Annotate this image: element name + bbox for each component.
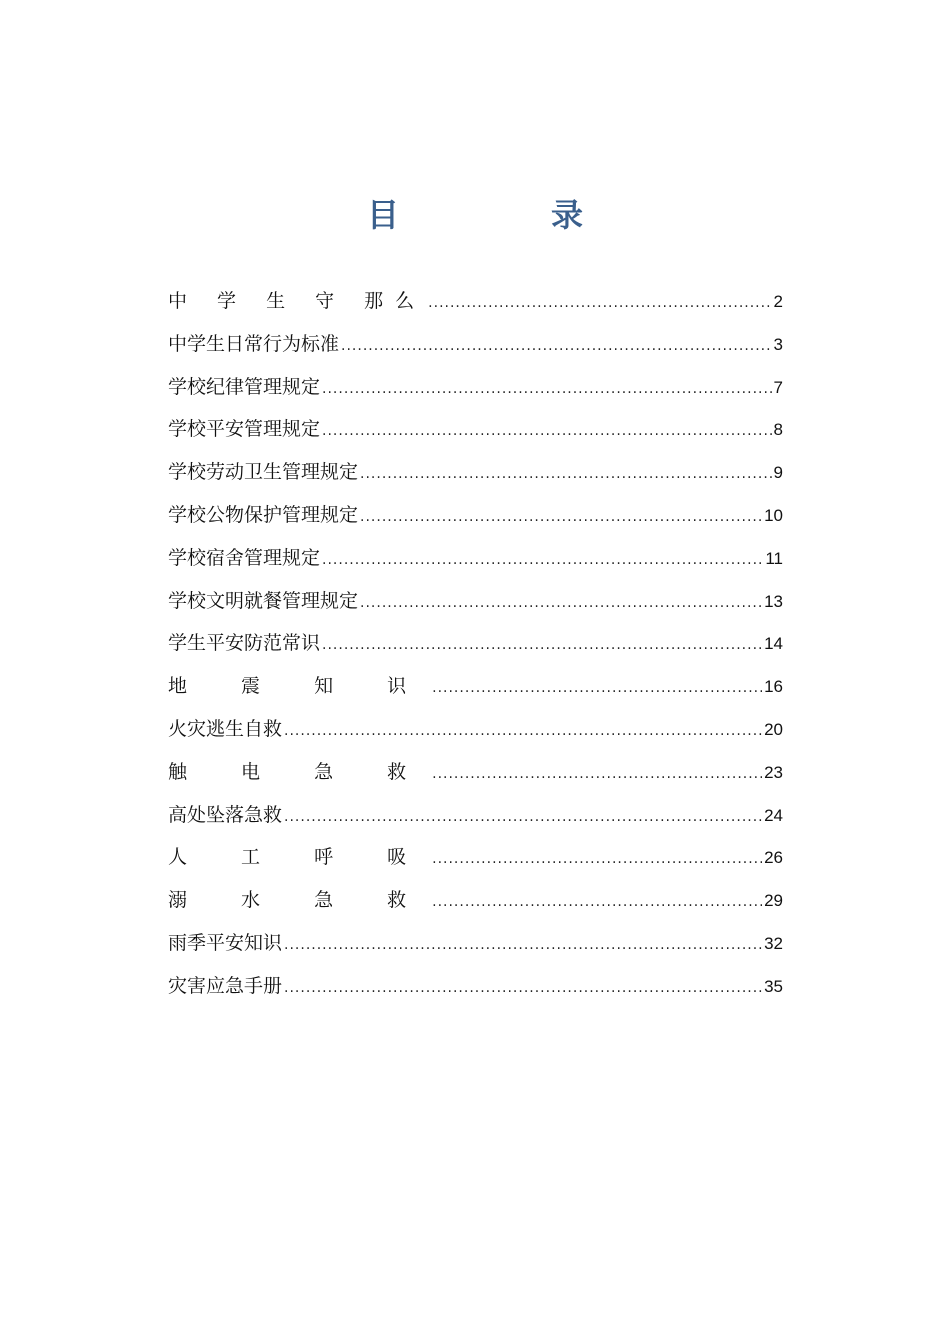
- toc-entry-label: 雨季平安知识: [168, 931, 283, 954]
- toc-entry[interactable]: [168, 366, 783, 409]
- toc-entry[interactable]: [168, 708, 783, 751]
- toc-leader-dots: [322, 624, 762, 667]
- toc-entry-page: 13: [764, 591, 783, 611]
- toc-leader-dots: [284, 924, 762, 967]
- toc-entry-page: 20: [764, 719, 783, 739]
- toc-entry[interactable]: [168, 580, 783, 623]
- toc-entry-page: 24: [764, 805, 783, 825]
- toc-leader-dots: [432, 753, 762, 796]
- toc-title: 目 录: [366, 196, 643, 234]
- toc-entry[interactable]: [168, 794, 783, 837]
- toc-entry-page: 35: [764, 976, 783, 996]
- toc-entry-label: 学校纪律管理规定: [168, 375, 321, 398]
- toc-entry[interactable]: [168, 965, 783, 1008]
- toc-entry-label: 中 学 生 守 那么: [168, 290, 427, 312]
- toc-entry[interactable]: [168, 622, 783, 665]
- toc-entry-label: 溺 水 急 救: [168, 889, 431, 912]
- toc-entry-label: 中学生日常行为标准: [168, 332, 340, 355]
- toc-entry-page: 3: [773, 334, 783, 354]
- toc-entry-label: 学校公物保护管理规定: [168, 503, 359, 526]
- toc-entry-label: 学校平安管理规定: [168, 418, 321, 441]
- toc-leader-dots: [322, 410, 772, 453]
- toc-leader-dots: [428, 282, 771, 325]
- toc-entry[interactable]: [168, 836, 783, 879]
- toc-entry[interactable]: [168, 280, 783, 323]
- toc-entry-page: 7: [773, 377, 783, 397]
- toc-entry-label: 灾害应急手册: [168, 974, 283, 997]
- toc-entry[interactable]: [168, 922, 783, 965]
- toc-entry-label: 触 电 急 救: [168, 760, 431, 783]
- toc-entry-label: 人 工 呼 吸: [168, 846, 431, 869]
- toc-leader-dots: [341, 325, 772, 368]
- toc-entry[interactable]: [168, 751, 783, 794]
- toc-leader-dots: [432, 838, 762, 881]
- toc-entry-page: 2: [773, 292, 783, 311]
- toc-entry-page: 9: [773, 463, 783, 483]
- toc-entry-label: 地 震 知 识: [168, 675, 431, 698]
- toc-leader-dots: [360, 582, 762, 625]
- toc-entry[interactable]: [168, 323, 783, 366]
- toc-entry[interactable]: [168, 451, 783, 494]
- toc-leader-dots: [322, 368, 772, 411]
- toc-entry-page: 14: [764, 634, 783, 654]
- toc-entry[interactable]: [168, 494, 783, 537]
- toc-entry[interactable]: [168, 537, 783, 580]
- toc-entry[interactable]: [168, 665, 783, 708]
- toc-entry-page: 11: [765, 548, 783, 568]
- toc-leader-dots: [360, 496, 762, 539]
- toc-leader-dots: [284, 967, 762, 1010]
- toc-entry-page: 10: [764, 505, 783, 525]
- toc-entry-label: 学校文明就餐管理规定: [168, 589, 359, 612]
- toc-entry[interactable]: [168, 879, 783, 922]
- toc-entry-label: 火灾逃生自救: [168, 717, 283, 740]
- toc-entry-label: 学校宿舍管理规定: [168, 546, 321, 569]
- toc-entry-label: 高处坠落急救: [168, 803, 283, 826]
- toc-entry-page: 29: [764, 891, 783, 911]
- toc-entry-page: 32: [764, 933, 783, 953]
- toc-entry-page: 16: [764, 677, 783, 697]
- toc-entry-label: 学校劳动卫生管理规定: [168, 461, 359, 484]
- toc-leader-dots: [360, 453, 772, 496]
- toc-entry-page: 26: [764, 848, 783, 868]
- toc-list: [168, 280, 783, 1008]
- toc-entry-label: 学生平安防范常识: [168, 632, 321, 655]
- toc-leader-dots: [284, 796, 762, 839]
- toc-leader-dots: [432, 667, 762, 710]
- toc-entry-page: 23: [764, 762, 783, 782]
- toc-entry-page: 8: [773, 420, 783, 440]
- toc-entry[interactable]: [168, 408, 783, 451]
- toc-leader-dots: [432, 881, 762, 924]
- toc-leader-dots: [322, 539, 763, 582]
- toc-leader-dots: [284, 710, 762, 753]
